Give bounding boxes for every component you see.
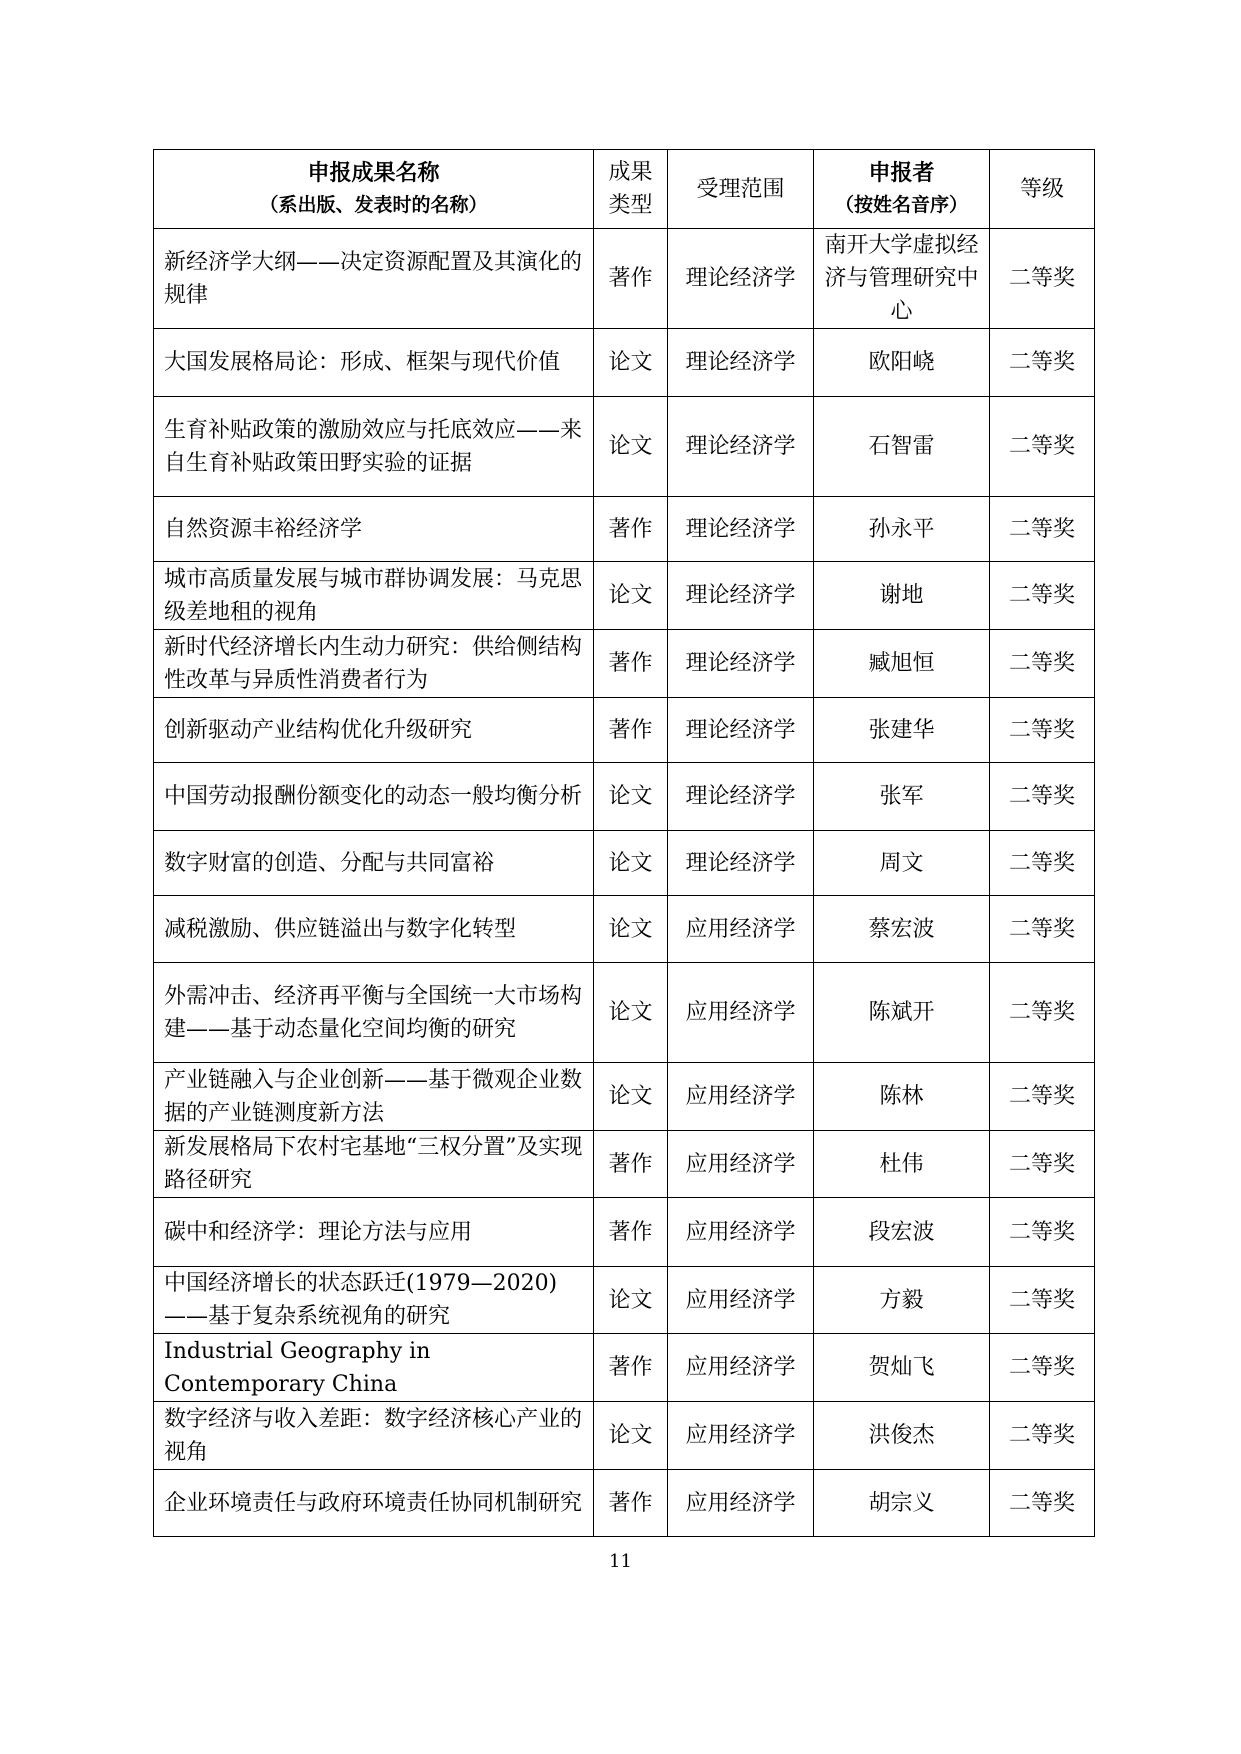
header-grade: 等级 bbox=[990, 150, 1095, 229]
table-row bbox=[154, 1402, 1095, 1470]
header-title bbox=[154, 150, 594, 229]
cell-scope: 应用经济学 bbox=[668, 1063, 814, 1131]
cell-grade: 二等奖 bbox=[990, 1198, 1095, 1267]
cell-type: 著作 bbox=[594, 1131, 668, 1198]
table-row bbox=[154, 229, 1095, 329]
cell-type: 著作 bbox=[594, 1198, 668, 1267]
cell-applicant: 谢地 bbox=[814, 562, 990, 630]
table-row bbox=[154, 831, 1095, 896]
cell-title: 企业环境责任与政府环境责任协同机制研究 bbox=[154, 1470, 594, 1537]
table-row bbox=[154, 497, 1095, 562]
header-title-main: 申报成果名称 bbox=[307, 161, 440, 186]
cell-title: 城市高质量发展与城市群协调发展：马克思级差地租的视角 bbox=[154, 562, 594, 630]
cell-grade: 二等奖 bbox=[990, 1334, 1095, 1402]
cell-type: 著作 bbox=[594, 1334, 668, 1402]
cell-grade: 二等奖 bbox=[990, 698, 1095, 763]
cell-grade: 二等奖 bbox=[990, 397, 1095, 497]
cell-scope: 理论经济学 bbox=[668, 497, 814, 562]
cell-scope: 应用经济学 bbox=[668, 896, 814, 963]
table-row bbox=[154, 1131, 1095, 1198]
table-row bbox=[154, 1470, 1095, 1537]
header-applicant bbox=[814, 150, 990, 229]
cell-title: 产业链融入与企业创新——基于微观企业数据的产业链测度新方法 bbox=[154, 1063, 594, 1131]
cell-grade: 二等奖 bbox=[990, 763, 1095, 831]
cell-scope: 理论经济学 bbox=[668, 329, 814, 397]
header-applicant-main: 申报者 bbox=[868, 161, 935, 186]
cell-title: Industrial Geography in Contemporary China bbox=[154, 1334, 594, 1402]
cell-type: 论文 bbox=[594, 397, 668, 497]
cell-type: 论文 bbox=[594, 562, 668, 630]
cell-applicant: 蔡宏波 bbox=[814, 896, 990, 963]
cell-grade: 二等奖 bbox=[990, 229, 1095, 329]
cell-grade: 二等奖 bbox=[990, 497, 1095, 562]
cell-grade: 二等奖 bbox=[990, 630, 1095, 698]
cell-title: 生育补贴政策的激励效应与托底效应——来自生育补贴政策田野实验的证据 bbox=[154, 397, 594, 497]
cell-title: 数字经济与收入差距：数字经济核心产业的视角 bbox=[154, 1402, 594, 1470]
cell-title: 碳中和经济学：理论方法与应用 bbox=[154, 1198, 594, 1267]
cell-grade: 二等奖 bbox=[990, 963, 1095, 1063]
cell-applicant: 贺灿飞 bbox=[814, 1334, 990, 1402]
cell-grade: 二等奖 bbox=[990, 896, 1095, 963]
cell-applicant: 胡宗义 bbox=[814, 1470, 990, 1537]
cell-type: 著作 bbox=[594, 630, 668, 698]
header-title-sub: （系出版、发表时的名称） bbox=[259, 194, 488, 216]
table-row bbox=[154, 963, 1095, 1063]
cell-scope: 应用经济学 bbox=[668, 1402, 814, 1470]
cell-applicant: 欧阳峣 bbox=[814, 329, 990, 397]
cell-scope: 理论经济学 bbox=[668, 562, 814, 630]
page-number: 11 bbox=[609, 1551, 632, 1572]
cell-applicant: 洪俊杰 bbox=[814, 1402, 990, 1470]
cell-applicant: 南开大学虚拟经济与管理研究中心 bbox=[814, 229, 990, 329]
table-row bbox=[154, 397, 1095, 497]
cell-grade: 二等奖 bbox=[990, 1470, 1095, 1537]
cell-type: 论文 bbox=[594, 896, 668, 963]
cell-scope: 理论经济学 bbox=[668, 831, 814, 896]
cell-scope: 应用经济学 bbox=[668, 1470, 814, 1537]
cell-scope: 理论经济学 bbox=[668, 397, 814, 497]
cell-scope: 理论经济学 bbox=[668, 630, 814, 698]
cell-type: 论文 bbox=[594, 1267, 668, 1334]
cell-title: 创新驱动产业结构优化升级研究 bbox=[154, 698, 594, 763]
cell-applicant: 方毅 bbox=[814, 1267, 990, 1334]
cell-type: 论文 bbox=[594, 1402, 668, 1470]
cell-type: 著作 bbox=[594, 497, 668, 562]
cell-type: 论文 bbox=[594, 963, 668, 1063]
cell-title: 外需冲击、经济再平衡与全国统一大市场构建——基于动态量化空间均衡的研究 bbox=[154, 963, 594, 1063]
cell-applicant: 杜伟 bbox=[814, 1131, 990, 1198]
cell-scope: 应用经济学 bbox=[668, 1334, 814, 1402]
cell-scope: 理论经济学 bbox=[668, 229, 814, 329]
table-row bbox=[154, 763, 1095, 831]
cell-type: 著作 bbox=[594, 698, 668, 763]
table-row bbox=[154, 1267, 1095, 1334]
cell-scope: 应用经济学 bbox=[668, 1198, 814, 1267]
cell-grade: 二等奖 bbox=[990, 1063, 1095, 1131]
cell-scope: 理论经济学 bbox=[668, 698, 814, 763]
cell-title: 新发展格局下农村宅基地“三权分置”及实现路径研究 bbox=[154, 1131, 594, 1198]
cell-scope: 理论经济学 bbox=[668, 763, 814, 831]
cell-title: 中国劳动报酬份额变化的动态一般均衡分析 bbox=[154, 763, 594, 831]
cell-grade: 二等奖 bbox=[990, 329, 1095, 397]
cell-type: 论文 bbox=[594, 1063, 668, 1131]
cell-title: 新经济学大纲——决定资源配置及其演化的规律 bbox=[154, 229, 594, 329]
table-row bbox=[154, 1334, 1095, 1402]
cell-type: 著作 bbox=[594, 229, 668, 329]
table-row bbox=[154, 562, 1095, 630]
cell-grade: 二等奖 bbox=[990, 1402, 1095, 1470]
cell-applicant: 孙永平 bbox=[814, 497, 990, 562]
cell-type: 论文 bbox=[594, 763, 668, 831]
cell-type: 论文 bbox=[594, 831, 668, 896]
cell-applicant: 张军 bbox=[814, 763, 990, 831]
cell-type: 论文 bbox=[594, 329, 668, 397]
cell-title: 减税激励、供应链溢出与数字化转型 bbox=[154, 896, 594, 963]
cell-applicant: 周文 bbox=[814, 831, 990, 896]
cell-scope: 应用经济学 bbox=[668, 1267, 814, 1334]
cell-title: 大国发展格局论：形成、框架与现代价值 bbox=[154, 329, 594, 397]
table-row bbox=[154, 698, 1095, 763]
cell-grade: 二等奖 bbox=[990, 1131, 1095, 1198]
cell-applicant: 陈斌开 bbox=[814, 963, 990, 1063]
cell-grade: 二等奖 bbox=[990, 831, 1095, 896]
cell-scope: 应用经济学 bbox=[668, 963, 814, 1063]
cell-type: 著作 bbox=[594, 1470, 668, 1537]
cell-grade: 二等奖 bbox=[990, 1267, 1095, 1334]
table-row bbox=[154, 1198, 1095, 1267]
header-type: 成果类型 bbox=[594, 150, 668, 229]
table-row bbox=[154, 896, 1095, 963]
cell-applicant: 陈林 bbox=[814, 1063, 990, 1131]
table-row bbox=[154, 329, 1095, 397]
table-row bbox=[154, 1063, 1095, 1131]
cell-applicant: 张建华 bbox=[814, 698, 990, 763]
cell-applicant: 段宏波 bbox=[814, 1198, 990, 1267]
cell-title: 数字财富的创造、分配与共同富裕 bbox=[154, 831, 594, 896]
cell-title: 新时代经济增长内生动力研究：供给侧结构性改革与异质性消费者行为 bbox=[154, 630, 594, 698]
cell-scope: 应用经济学 bbox=[668, 1131, 814, 1198]
table-header-row bbox=[154, 150, 1095, 229]
cell-title: 自然资源丰裕经济学 bbox=[154, 497, 594, 562]
cell-applicant: 臧旭恒 bbox=[814, 630, 990, 698]
cell-title: 中国经济增长的状态跃迁(1979—2020)——基于复杂系统视角的研究 bbox=[154, 1267, 594, 1334]
awards-table bbox=[153, 149, 1095, 1537]
header-applicant-sub: （按姓名音序） bbox=[834, 194, 968, 216]
table-row bbox=[154, 630, 1095, 698]
cell-applicant: 石智雷 bbox=[814, 397, 990, 497]
header-scope: 受理范围 bbox=[668, 150, 814, 229]
cell-grade: 二等奖 bbox=[990, 562, 1095, 630]
